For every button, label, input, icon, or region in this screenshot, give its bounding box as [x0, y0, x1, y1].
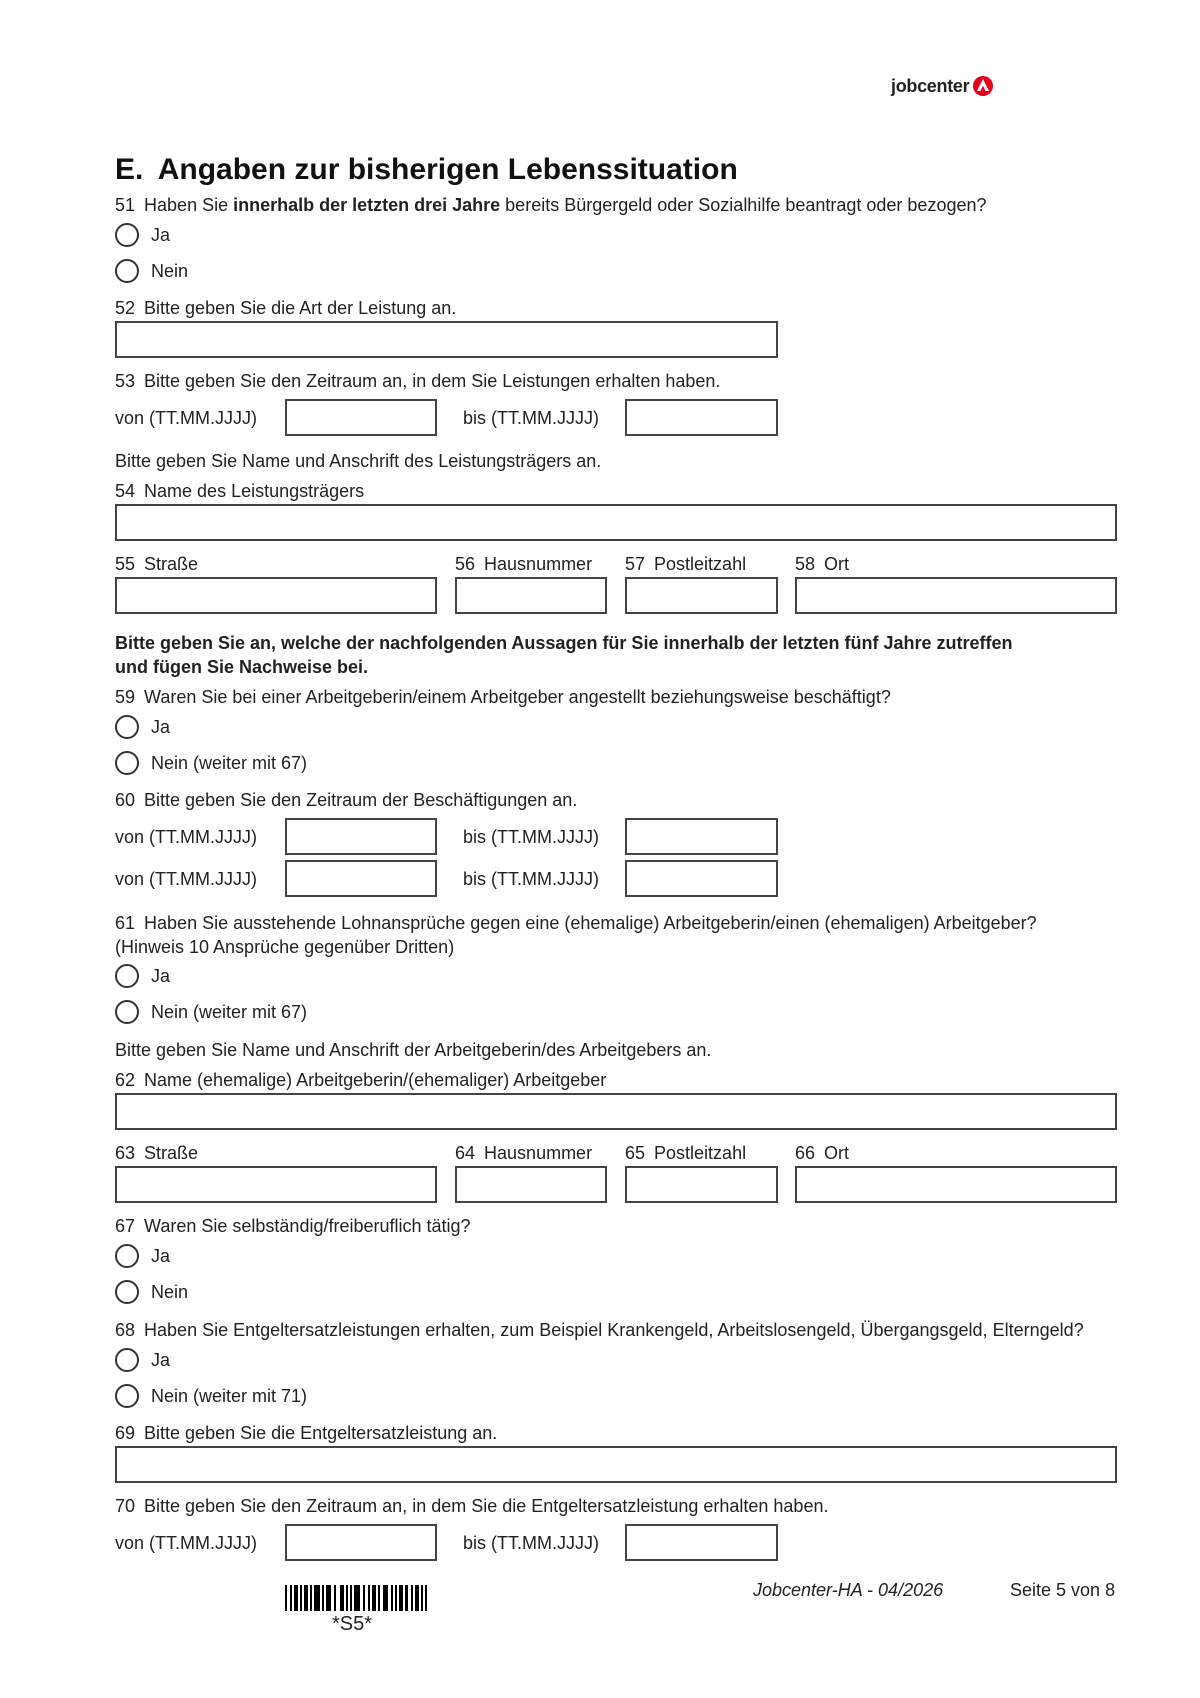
question-number: 64	[455, 1143, 476, 1163]
q59-radio-no[interactable]	[115, 751, 139, 775]
question-57	[625, 553, 746, 575]
question-number: 67	[115, 1216, 136, 1236]
question-63	[115, 1142, 198, 1164]
question-label: Name (ehemalige) Arbeitgeberin/(ehemaliger) Arbeitgeber	[144, 1070, 607, 1090]
section-title	[115, 152, 738, 188]
q70-to-label: bis (TT.MM.JJJJ)	[463, 1533, 599, 1553]
q64-house-number-field[interactable]	[455, 1166, 607, 1203]
employer-intro: Bitte geben Sie Name und Anschrift der Arbeitgeberin/des Arbeitgebers an.	[115, 1040, 712, 1060]
q70-to-date-field[interactable]	[625, 1524, 778, 1561]
question-label: Haben Sie ausstehende Lohnansprüche gegen eine (ehemalige) Arbeitgeberin/einen (ehemaligen) Arbeitgeber?	[144, 913, 1037, 933]
question-67	[115, 1215, 471, 1237]
question-label: Bitte geben Sie die Entgeltersatzleistung an.	[144, 1423, 498, 1443]
question-label: Bitte geben Sie die Art der Leistung an.	[144, 298, 457, 318]
question-54	[115, 480, 364, 502]
q60-from-date-field-1[interactable]	[285, 818, 437, 855]
question-label: Straße	[144, 554, 199, 574]
question-66	[795, 1142, 849, 1164]
jobcenter-arrow-icon	[972, 75, 994, 97]
q70-from-label: von (TT.MM.JJJJ)	[115, 1533, 257, 1553]
question-text-post: bereits Bürgergeld oder Sozialhilfe beantragt oder bezogen?	[500, 195, 987, 215]
question-number: 58	[795, 554, 816, 574]
question-61	[115, 912, 1037, 934]
q67-radio-no[interactable]	[115, 1280, 139, 1304]
question-56	[455, 553, 592, 575]
question-number: 51	[115, 195, 136, 215]
question-label: Postleitzahl	[654, 1143, 747, 1163]
question-number: 62	[115, 1070, 136, 1090]
question-label: Bitte geben Sie den Zeitraum an, in dem Sie die Entgeltersatzleistung erhalten haben.	[144, 1496, 829, 1516]
question-label: Bitte geben Sie den Zeitraum der Beschäftigungen an.	[144, 790, 578, 810]
question-number: 56	[455, 554, 476, 574]
question-69	[115, 1422, 497, 1444]
q67-option-yes: Ja	[151, 1246, 171, 1266]
question-70	[115, 1495, 828, 1517]
question-number: 52	[115, 298, 136, 318]
question-58	[795, 553, 849, 575]
jobcenter-logo	[891, 75, 994, 97]
question-number: 55	[115, 554, 136, 574]
q60-from-label-2: von (TT.MM.JJJJ)	[115, 869, 257, 889]
q61-radio-no[interactable]	[115, 1000, 139, 1024]
q65-postal-code-field[interactable]	[625, 1166, 778, 1203]
question-number: 65	[625, 1143, 646, 1163]
q51-option-yes: Ja	[151, 225, 171, 245]
question-label: Waren Sie selbständig/freiberuflich tätig?	[144, 1216, 471, 1236]
logo-text: jobcenter	[891, 75, 970, 96]
question-label: Waren Sie bei einer Arbeitgeberin/einem Arbeitgeber angestellt beziehungsweise beschäftigt?	[144, 687, 891, 707]
q68-option-no: Nein (weiter mit 71)	[151, 1386, 308, 1406]
question-51	[115, 194, 987, 216]
q57-postal-code-field[interactable]	[625, 577, 778, 614]
question-number: 69	[115, 1423, 136, 1443]
q68-option-yes: Ja	[151, 1350, 171, 1370]
section-title-text: Angaben zur bisherigen Lebenssituation	[157, 153, 738, 186]
q53-from-label: von (TT.MM.JJJJ)	[115, 408, 257, 428]
question-number: 70	[115, 1496, 136, 1516]
question-label: Bitte geben Sie den Zeitraum an, in dem Sie Leistungen erhalten haben.	[144, 371, 721, 391]
q52-benefit-type-field[interactable]	[115, 321, 778, 358]
question-label: Postleitzahl	[654, 554, 747, 574]
q60-from-label-1: von (TT.MM.JJJJ)	[115, 827, 257, 847]
question-number: 54	[115, 481, 136, 501]
q60-to-label-1: bis (TT.MM.JJJJ)	[463, 827, 599, 847]
q61-option-no: Nein (weiter mit 67)	[151, 1002, 308, 1022]
page-number: Seite 5 von 8	[1010, 1580, 1116, 1600]
question-52	[115, 297, 456, 319]
q61-radio-yes[interactable]	[115, 964, 139, 988]
question-number: 60	[115, 790, 136, 810]
provider-intro: Bitte geben Sie Name und Anschrift des Leistungsträgers an.	[115, 451, 602, 471]
q61-hint: (Hinweis 10 Ansprüche gegenüber Dritten)	[115, 937, 455, 957]
q53-to-label: bis (TT.MM.JJJJ)	[463, 408, 599, 428]
barcode-text: *S5*	[332, 1613, 373, 1635]
q60-to-date-field-1[interactable]	[625, 818, 778, 855]
q62-employer-name-field[interactable]	[115, 1093, 1117, 1130]
q67-option-no: Nein	[151, 1282, 189, 1302]
question-62	[115, 1069, 606, 1091]
question-59	[115, 686, 891, 708]
q51-radio-no[interactable]	[115, 259, 139, 283]
barcode	[285, 1585, 427, 1611]
q53-to-date-field[interactable]	[625, 399, 778, 436]
q60-from-date-field-2[interactable]	[285, 860, 437, 897]
question-number: 66	[795, 1143, 816, 1163]
question-number: 68	[115, 1320, 136, 1340]
five-years-intro-line2: und fügen Sie Nachweise bei.	[115, 657, 369, 677]
question-64	[455, 1142, 592, 1164]
question-label: Ort	[824, 1143, 850, 1163]
question-number: 59	[115, 687, 136, 707]
question-number: 53	[115, 371, 136, 391]
q59-option-yes: Ja	[151, 717, 171, 737]
question-label: Name des Leistungsträgers	[144, 481, 365, 501]
q69-benefit-field[interactable]	[115, 1446, 1117, 1483]
form-id: Jobcenter-HA - 04/2026	[753, 1580, 944, 1600]
five-years-intro-line1: Bitte geben Sie an, welche der nachfolgenden Aussagen für Sie innerhalb der letzten fünf Jahre zutreffen	[115, 633, 1013, 653]
question-label: Haben Sie Entgeltersatzleistungen erhalten, zum Beispiel Krankengeld, Arbeitslosengeld, Übergangsgeld, Elterngeld?	[144, 1320, 1084, 1340]
q68-radio-yes[interactable]	[115, 1348, 139, 1372]
q59-option-no: Nein (weiter mit 67)	[151, 753, 308, 773]
q66-city-field[interactable]	[795, 1166, 1117, 1203]
question-number: 63	[115, 1143, 136, 1163]
q51-radio-yes[interactable]	[115, 223, 139, 247]
q51-option-no: Nein	[151, 261, 189, 281]
section-letter: E.	[115, 153, 144, 186]
question-55	[115, 553, 198, 575]
question-label: Straße	[144, 1143, 199, 1163]
question-number: 57	[625, 554, 646, 574]
question-number: 61	[115, 913, 136, 933]
q60-to-label-2: bis (TT.MM.JJJJ)	[463, 869, 599, 889]
question-label: Hausnummer	[484, 1143, 593, 1163]
q53-from-date-field[interactable]	[285, 399, 437, 436]
q61-option-yes: Ja	[151, 966, 171, 986]
q54-provider-name-field[interactable]	[115, 504, 1117, 541]
q60-to-date-field-2[interactable]	[625, 860, 778, 897]
question-65	[625, 1142, 746, 1164]
q67-radio-yes[interactable]	[115, 1244, 139, 1268]
q63-street-field[interactable]	[115, 1166, 437, 1203]
question-text-pre: Haben Sie	[144, 195, 234, 215]
question-label: Ort	[824, 554, 850, 574]
question-53	[115, 370, 720, 392]
question-label: Hausnummer	[484, 554, 593, 574]
q56-house-number-field[interactable]	[455, 577, 607, 614]
question-68	[115, 1319, 1084, 1341]
q70-from-date-field[interactable]	[285, 1524, 437, 1561]
question-60	[115, 789, 577, 811]
q55-street-field[interactable]	[115, 577, 437, 614]
question-text-bold: innerhalb der letzten drei Jahre	[233, 195, 501, 215]
q59-radio-yes[interactable]	[115, 715, 139, 739]
q68-radio-no[interactable]	[115, 1384, 139, 1408]
q58-city-field[interactable]	[795, 577, 1117, 614]
